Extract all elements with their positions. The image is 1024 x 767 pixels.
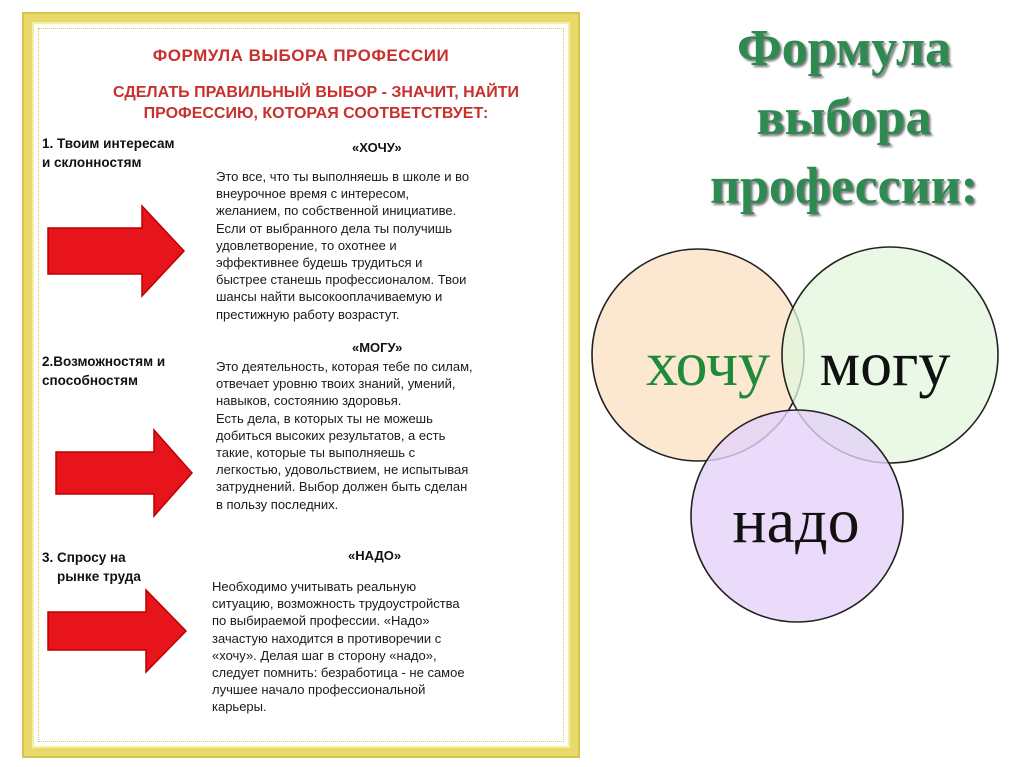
arrow-right-icon: [54, 428, 194, 518]
item-heading-1: «ХОЧУ»: [352, 140, 402, 155]
item-label-3: 3. Спросу на рынке труда: [42, 550, 141, 584]
item-label-2: 2.Возможностям и способностям: [42, 354, 166, 388]
venn-label-want: хочу: [645, 328, 771, 399]
main-title: [664, 14, 1024, 221]
item-heading-2: «МОГУ»: [352, 340, 403, 355]
venn-label-must: надо: [732, 485, 860, 556]
poster-subtitle: [72, 82, 560, 124]
poster: [24, 14, 578, 756]
poster-subtitle-line1: СДЕЛАТЬ ПРАВИЛЬНЫЙ ВЫБОР - ЗНАЧИТ, НАЙТИ: [112, 84, 520, 101]
arrow-right-icon: [46, 588, 188, 674]
main-title-line-2: выбора: [756, 89, 932, 146]
main-title-line-3: профессии:: [710, 158, 978, 215]
item-text-2: Это деятельность, которая тебе по силам, отвечает уровню твоих знаний, умений, навыков, состоянию здоровья. Есть дела, в которых ты не можешь добиться высоких результатов, а есть такие, которые ты выполняешь с легкостью, удовольствием, не испытывая затруднений. Выбор должен быть сделан в пользу последних.: [216, 359, 473, 512]
arrow-right-icon: [46, 204, 186, 298]
item-label-1: 1. Твоим интересам и склонностям: [42, 136, 175, 170]
venn-label-can: могу: [819, 328, 951, 399]
poster-title: ФОРМУЛА ВЫБОРА ПРОФЕССИИ: [152, 46, 450, 65]
item-heading-3: «НАДО»: [348, 548, 402, 563]
item-text-3: Необходимо учитывать реальную ситуацию, возможность трудоустройства по выбираемой профессии. «Надо» зачастую находится в противоречии с «хочу». Делая шаг в сторону «надо», следует помнить: безработица - не самое лучшее начало профессиональной карьеры.: [212, 579, 465, 715]
item-text-1: Это все, что ты выполняешь в школе и во внеурочное время с интересом, желанием, по собственной инициативе. Если от выбранного дела ты получишь удовлетворение, то охотнее и эффективнее будешь трудиться и быстрее станешь профессионалом. Твои шансы найти высокооплачиваемую и престижную работу возрастут.: [216, 169, 470, 322]
venn-diagram: [590, 240, 1010, 660]
poster-subtitle-line2: ПРОФЕССИЮ, КОТОРАЯ СООТВЕТСТВУЕТ:: [143, 105, 489, 122]
main-title-line-1: Формула: [736, 20, 952, 77]
